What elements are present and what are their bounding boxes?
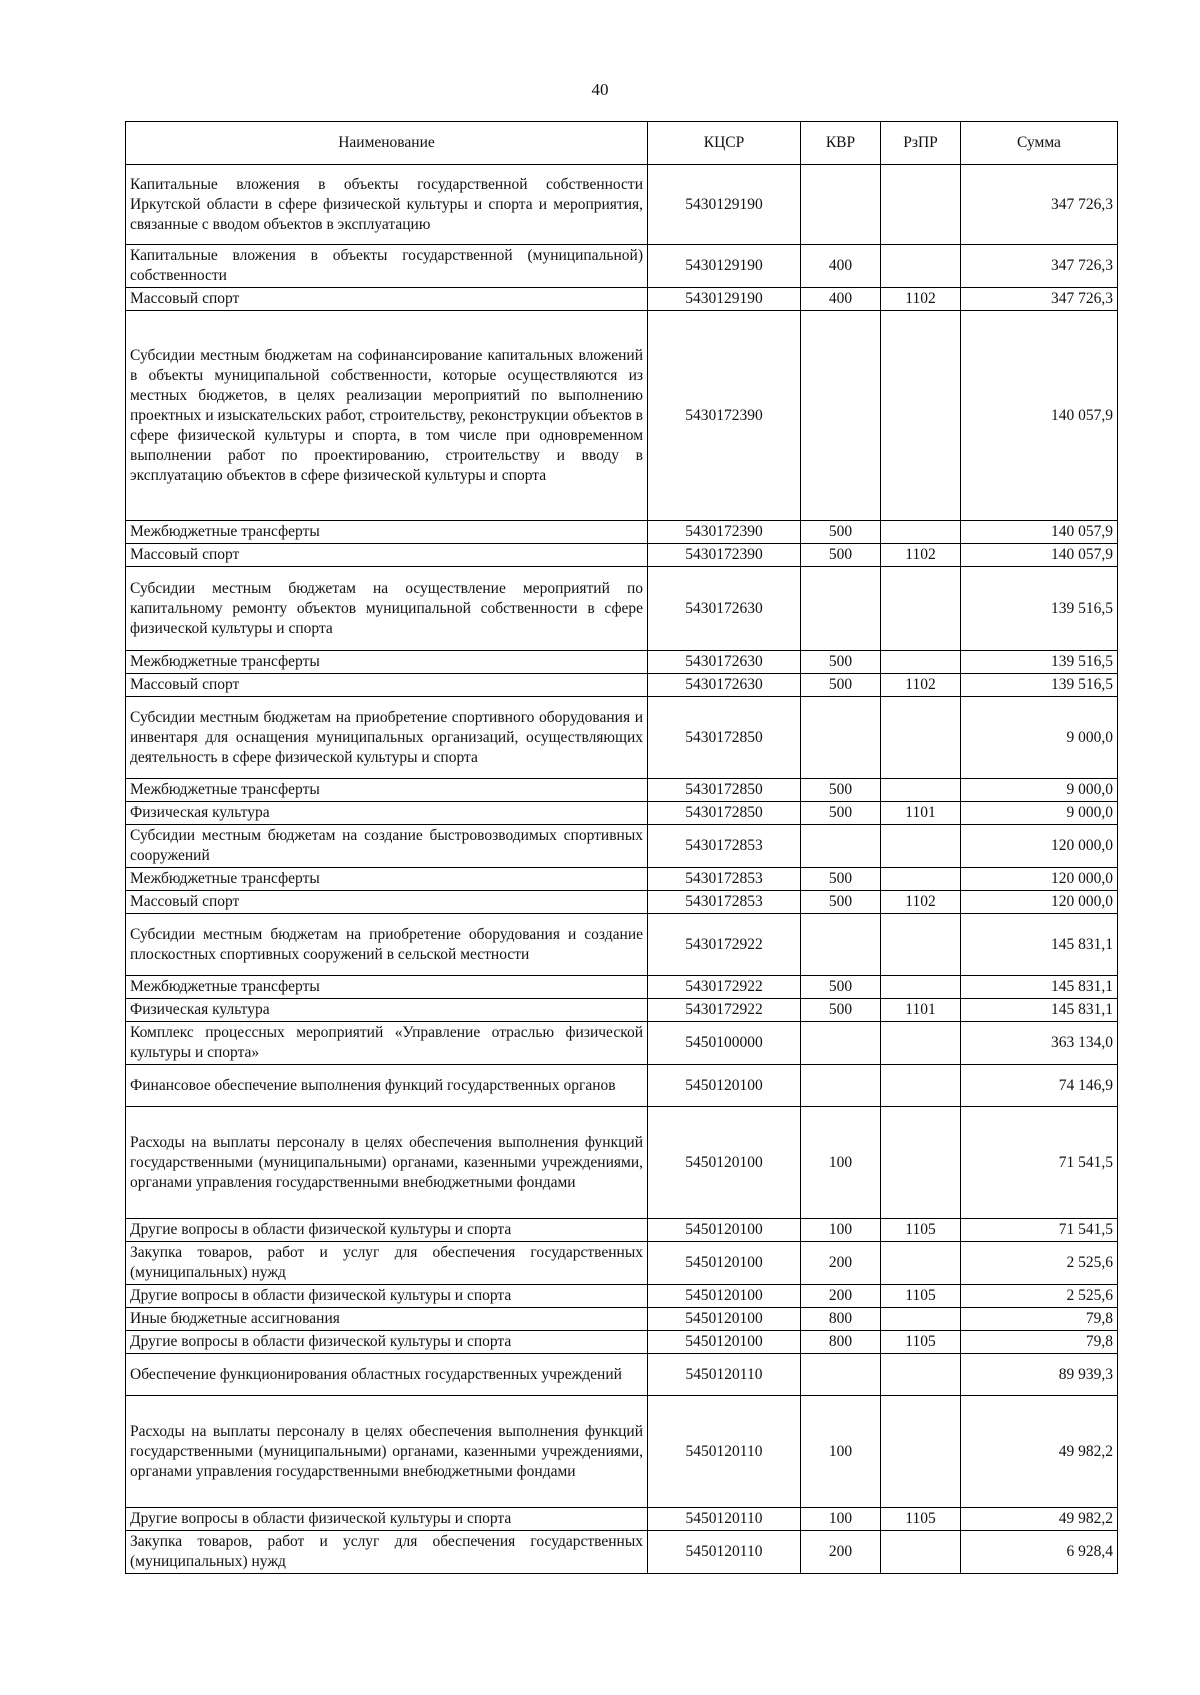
cell-kvr: 800	[801, 1331, 881, 1354]
cell-sum: 9 000,0	[961, 697, 1118, 779]
cell-kcsr: 5430129190	[648, 165, 801, 245]
cell-rzpr	[881, 1308, 961, 1331]
cell-rzpr	[881, 311, 961, 521]
cell-name: Другие вопросы в области физической культуры и спорта	[126, 1285, 648, 1308]
table-row	[126, 1285, 1118, 1308]
cell-rzpr	[881, 1396, 961, 1508]
cell-rzpr: 1102	[881, 288, 961, 311]
cell-rzpr	[881, 825, 961, 868]
cell-kcsr: 5430172390	[648, 521, 801, 544]
column-header-kcsr: КЦСР	[648, 122, 801, 165]
table-row	[126, 288, 1118, 311]
table-row	[126, 868, 1118, 891]
cell-kcsr: 5430172850	[648, 697, 801, 779]
cell-kcsr: 5430172390	[648, 311, 801, 521]
cell-kcsr: 5430172853	[648, 891, 801, 914]
cell-name: Субсидии местным бюджетам на осуществление мероприятий по капитальному ремонту объектов муниципальной собственности в сфере физической культуры и спорта	[126, 567, 648, 651]
table-row	[126, 802, 1118, 825]
cell-kcsr: 5430172630	[648, 674, 801, 697]
cell-name: Массовый спорт	[126, 891, 648, 914]
cell-kcsr: 5430172630	[648, 567, 801, 651]
cell-rzpr: 1102	[881, 544, 961, 567]
cell-kcsr: 5430172922	[648, 999, 801, 1022]
cell-sum: 139 516,5	[961, 674, 1118, 697]
cell-name: Закупка товаров, работ и услуг для обеспечения государственных (муниципальных) нужд	[126, 1242, 648, 1285]
cell-kcsr: 5430172853	[648, 868, 801, 891]
cell-kcsr: 5450120110	[648, 1354, 801, 1396]
cell-kvr: 500	[801, 651, 881, 674]
cell-name: Расходы на выплаты персоналу в целях обеспечения выполнения функций государственными (муниципальными) органами, казенными учреждениями, органами управления государственными внебюджетными фондами	[126, 1396, 648, 1508]
cell-rzpr	[881, 976, 961, 999]
table-row	[126, 1219, 1118, 1242]
cell-rzpr: 1101	[881, 999, 961, 1022]
cell-sum: 363 134,0	[961, 1022, 1118, 1065]
table-row	[126, 1354, 1118, 1396]
cell-kvr: 100	[801, 1107, 881, 1219]
page-number: 40	[591, 80, 609, 99]
cell-rzpr	[881, 1107, 961, 1219]
cell-kvr: 500	[801, 891, 881, 914]
cell-name: Массовый спорт	[126, 544, 648, 567]
column-header-sum: Сумма	[961, 122, 1118, 165]
cell-sum: 120 000,0	[961, 891, 1118, 914]
cell-name: Межбюджетные трансферты	[126, 868, 648, 891]
cell-name: Другие вопросы в области физической культуры и спорта	[126, 1331, 648, 1354]
cell-name: Расходы на выплаты персоналу в целях обеспечения выполнения функций государственными (муниципальными) органами, казенными учреждениями, органами управления государственными внебюджетными фондами	[126, 1107, 648, 1219]
cell-kcsr: 5430172922	[648, 976, 801, 999]
cell-kvr: 100	[801, 1508, 881, 1531]
cell-rzpr	[881, 779, 961, 802]
cell-rzpr: 1101	[881, 802, 961, 825]
cell-sum: 139 516,5	[961, 567, 1118, 651]
cell-rzpr: 1105	[881, 1331, 961, 1354]
cell-sum: 74 146,9	[961, 1065, 1118, 1107]
cell-name: Субсидии местным бюджетам на приобретение оборудования и создание плоскостных спортивных сооружений в сельской местности	[126, 914, 648, 976]
cell-name: Физическая культура	[126, 802, 648, 825]
table-row	[126, 1308, 1118, 1331]
budget-table	[125, 121, 1118, 1574]
cell-name: Другие вопросы в области физической культуры и спорта	[126, 1508, 648, 1531]
cell-kcsr: 5450120100	[648, 1331, 801, 1354]
cell-name: Межбюджетные трансферты	[126, 779, 648, 802]
cell-kcsr: 5450120100	[648, 1285, 801, 1308]
cell-kvr: 400	[801, 288, 881, 311]
table-row	[126, 1331, 1118, 1354]
cell-kcsr: 5430129190	[648, 288, 801, 311]
cell-rzpr	[881, 245, 961, 288]
cell-kvr: 500	[801, 802, 881, 825]
cell-sum: 71 541,5	[961, 1107, 1118, 1219]
cell-name: Иные бюджетные ассигнования	[126, 1308, 648, 1331]
cell-rzpr	[881, 1065, 961, 1107]
cell-sum: 140 057,9	[961, 544, 1118, 567]
cell-rzpr: 1105	[881, 1285, 961, 1308]
table-row	[126, 891, 1118, 914]
cell-kvr	[801, 1022, 881, 1065]
cell-kcsr: 5430172853	[648, 825, 801, 868]
cell-rzpr	[881, 165, 961, 245]
cell-sum: 79,8	[961, 1331, 1118, 1354]
cell-name: Закупка товаров, работ и услуг для обеспечения государственных (муниципальных) нужд	[126, 1531, 648, 1574]
table-row	[126, 245, 1118, 288]
cell-kvr	[801, 697, 881, 779]
cell-kcsr: 5450120100	[648, 1107, 801, 1219]
cell-rzpr: 1102	[881, 891, 961, 914]
table-row	[126, 567, 1118, 651]
cell-kvr	[801, 1354, 881, 1396]
cell-name: Капитальные вложения в объекты государственной (муниципальной) собственности	[126, 245, 648, 288]
cell-sum: 347 726,3	[961, 288, 1118, 311]
cell-kcsr: 5450120110	[648, 1508, 801, 1531]
table-row	[126, 165, 1118, 245]
table-row	[126, 999, 1118, 1022]
cell-sum: 9 000,0	[961, 779, 1118, 802]
cell-sum: 120 000,0	[961, 825, 1118, 868]
cell-name: Межбюджетные трансферты	[126, 521, 648, 544]
cell-name: Обеспечение функционирования областных государственных учреждений	[126, 1354, 648, 1396]
cell-kcsr: 5430172630	[648, 651, 801, 674]
cell-kvr: 500	[801, 779, 881, 802]
cell-kvr: 500	[801, 544, 881, 567]
cell-kcsr: 5430172850	[648, 779, 801, 802]
cell-sum: 89 939,3	[961, 1354, 1118, 1396]
cell-rzpr	[881, 651, 961, 674]
cell-kcsr: 5450120100	[648, 1065, 801, 1107]
table-row	[126, 544, 1118, 567]
table-row	[126, 674, 1118, 697]
cell-kcsr: 5430129190	[648, 245, 801, 288]
cell-kcsr: 5430172390	[648, 544, 801, 567]
cell-kcsr: 5430172922	[648, 914, 801, 976]
cell-kvr: 500	[801, 521, 881, 544]
cell-sum: 145 831,1	[961, 999, 1118, 1022]
cell-name: Массовый спорт	[126, 288, 648, 311]
table-row	[126, 976, 1118, 999]
cell-name: Субсидии местным бюджетам на софинансирование капитальных вложений в объекты муниципальной собственности, которые осуществляются из местных бюджетов, в целях реализации мероприятий по выполнению проектных и изыскательских работ, строительству, реконструкции объектов в сфере физической культуры и спорта, в том числе при одновременном выполнении работ по проектированию, строительству и вводу в эксплуатацию объектов в сфере физической культуры и спорта	[126, 311, 648, 521]
cell-rzpr	[881, 697, 961, 779]
cell-sum: 9 000,0	[961, 802, 1118, 825]
cell-rzpr	[881, 1022, 961, 1065]
cell-kcsr: 5450120110	[648, 1396, 801, 1508]
table-header-row	[126, 122, 1118, 165]
cell-kcsr: 5450120100	[648, 1242, 801, 1285]
cell-sum: 145 831,1	[961, 976, 1118, 999]
cell-kvr	[801, 914, 881, 976]
cell-kvr: 500	[801, 868, 881, 891]
cell-name: Финансовое обеспечение выполнения функций государственных органов	[126, 1065, 648, 1107]
cell-kcsr: 5450120110	[648, 1531, 801, 1574]
cell-kvr	[801, 567, 881, 651]
cell-kvr: 200	[801, 1531, 881, 1574]
cell-kvr: 500	[801, 999, 881, 1022]
cell-kcsr: 5430172850	[648, 802, 801, 825]
cell-kvr: 500	[801, 674, 881, 697]
cell-name: Капитальные вложения в объекты государственной собственности Иркутской области в сфере физической культуры и спорта и мероприятия, связанные с вводом объектов в эксплуатацию	[126, 165, 648, 245]
cell-kvr: 100	[801, 1219, 881, 1242]
cell-kvr	[801, 311, 881, 521]
cell-kvr	[801, 165, 881, 245]
table-row	[126, 1022, 1118, 1065]
cell-sum: 79,8	[961, 1308, 1118, 1331]
cell-name: Физическая культура	[126, 999, 648, 1022]
cell-rzpr	[881, 914, 961, 976]
cell-name: Субсидии местным бюджетам на приобретение спортивного оборудования и инвентаря для оснащения муниципальных организаций, осуществляющих деятельность в сфере физической культуры и спорта	[126, 697, 648, 779]
column-header-rzpr: РзПР	[881, 122, 961, 165]
cell-sum: 71 541,5	[961, 1219, 1118, 1242]
cell-rzpr: 1102	[881, 674, 961, 697]
table-row	[126, 1242, 1118, 1285]
table-row	[126, 1396, 1118, 1508]
cell-sum: 145 831,1	[961, 914, 1118, 976]
cell-name: Субсидии местным бюджетам на создание быстровозводимых спортивных сооружений	[126, 825, 648, 868]
cell-kvr	[801, 825, 881, 868]
cell-sum: 140 057,9	[961, 521, 1118, 544]
cell-sum: 120 000,0	[961, 868, 1118, 891]
cell-name: Массовый спорт	[126, 674, 648, 697]
table-row	[126, 697, 1118, 779]
table-row	[126, 779, 1118, 802]
column-header-kvr: КВР	[801, 122, 881, 165]
cell-kcsr: 5450120100	[648, 1308, 801, 1331]
cell-rzpr	[881, 521, 961, 544]
cell-rzpr	[881, 1354, 961, 1396]
cell-rzpr	[881, 567, 961, 651]
cell-name: Межбюджетные трансферты	[126, 651, 648, 674]
cell-sum: 2 525,6	[961, 1242, 1118, 1285]
table-row	[126, 521, 1118, 544]
table-row	[126, 651, 1118, 674]
cell-kvr: 500	[801, 976, 881, 999]
table-row	[126, 311, 1118, 521]
cell-kvr: 200	[801, 1242, 881, 1285]
cell-sum: 49 982,2	[961, 1396, 1118, 1508]
cell-sum: 140 057,9	[961, 311, 1118, 521]
cell-kvr	[801, 1065, 881, 1107]
cell-name: Комплекс процессных мероприятий «Управление отраслью физической культуры и спорта»	[126, 1022, 648, 1065]
cell-rzpr	[881, 868, 961, 891]
cell-kvr: 800	[801, 1308, 881, 1331]
cell-kvr: 200	[801, 1285, 881, 1308]
table-row	[126, 1531, 1118, 1574]
cell-kcsr: 5450120100	[648, 1219, 801, 1242]
column-header-name: Наименование	[126, 122, 648, 165]
table-row	[126, 825, 1118, 868]
table-row	[126, 1107, 1118, 1219]
cell-rzpr	[881, 1242, 961, 1285]
cell-kvr: 100	[801, 1396, 881, 1508]
cell-name: Другие вопросы в области физической культуры и спорта	[126, 1219, 648, 1242]
table-row	[126, 914, 1118, 976]
cell-kvr: 400	[801, 245, 881, 288]
cell-sum: 139 516,5	[961, 651, 1118, 674]
cell-rzpr: 1105	[881, 1508, 961, 1531]
cell-sum: 347 726,3	[961, 165, 1118, 245]
cell-sum: 49 982,2	[961, 1508, 1118, 1531]
cell-rzpr: 1105	[881, 1219, 961, 1242]
cell-kcsr: 5450100000	[648, 1022, 801, 1065]
cell-sum: 6 928,4	[961, 1531, 1118, 1574]
cell-name: Межбюджетные трансферты	[126, 976, 648, 999]
cell-sum: 347 726,3	[961, 245, 1118, 288]
cell-sum: 2 525,6	[961, 1285, 1118, 1308]
table-row	[126, 1508, 1118, 1531]
cell-rzpr	[881, 1531, 961, 1574]
table-row	[126, 1065, 1118, 1107]
